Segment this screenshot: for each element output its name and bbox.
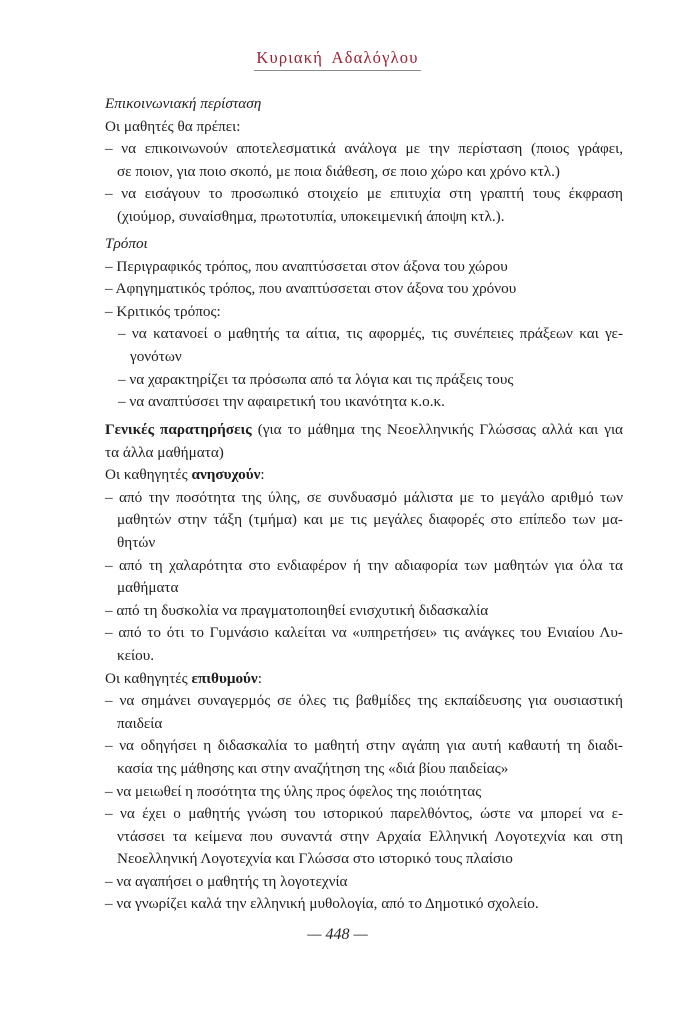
text-line xyxy=(105,419,623,442)
section-general-remarks xyxy=(105,419,623,916)
text-line xyxy=(105,464,623,487)
text-span: : xyxy=(257,669,262,687)
text-span: – να χαρακτηρίζει τα πρόσωπα από τα λόγια και τις πράξεις τους xyxy=(118,370,514,388)
section-heading: Επικοινωνιακή περίσταση xyxy=(105,95,262,112)
text-line xyxy=(105,233,623,256)
text-span: – να μειωθεί η ποσότητα της ύλης προς όφελος της ποιότητας xyxy=(105,782,482,800)
text-span: Οι μαθητές θα πρέπει: xyxy=(105,117,241,135)
text-line xyxy=(105,871,623,894)
text-span: – να σημάνει συναγερμός σε όλες τις βαθμίδες της εκπαίδευσης για ουσιαστική xyxy=(105,692,623,710)
text-line xyxy=(105,93,623,116)
text-span: θητών xyxy=(117,533,156,551)
bold-text: επιθυμούν xyxy=(191,669,258,687)
section-heading: Τρόποι xyxy=(105,235,148,252)
text-line xyxy=(105,346,623,369)
text-span: παιδεία xyxy=(117,714,163,732)
text-span: – να έχει ο μαθητής γνώση του ιστορικού παρελθόντος, ώστε να μπορεί να ε- xyxy=(105,805,623,823)
text-span: – να αναπτύσσει την αφαιρετική του ικανότητα κ.ο.κ. xyxy=(118,393,445,411)
text-span: κείου. xyxy=(117,646,155,664)
text-span: – να γνωρίζει καλά την ελληνική μυθολογία, από το Δημοτικό σχολείο. xyxy=(105,895,539,913)
text-span: – από το ότι το Γυμνάσιο καλείται να «υπηρετήσει» τις ανάγκες του Ενιαίου Λυ- xyxy=(105,624,623,642)
text-line xyxy=(105,758,623,781)
text-span: κασία της μάθησης και στην αναζήτηση της «διά βίου παιδείας» xyxy=(117,759,509,777)
text-line xyxy=(105,713,623,736)
text-line xyxy=(105,442,623,465)
text-span: ντάσσει τα κείμενα που συναντά στην Αρχαία Ελληνική Λογοτεχνία και στη xyxy=(117,827,623,845)
text-line xyxy=(105,826,623,849)
text-line xyxy=(105,645,623,668)
text-line xyxy=(105,116,623,139)
text-line xyxy=(105,256,623,279)
text-line xyxy=(105,577,623,600)
text-span: τα άλλα μαθήματα) xyxy=(105,443,224,461)
text-span: – από τη δυσκολία να πραγματοποιηθεί ενισχυτική διδασκαλία xyxy=(105,601,489,619)
text-line xyxy=(105,848,623,871)
text-span: – να εισάγουν το προσωπικό στοιχείο με επιτυχία στη γραπτή τους έκφραση xyxy=(105,185,623,203)
text-span: – από την ποσότητα της ύλης, σε συνδυασμό μάλιστα με το μεγάλο αριθμό των xyxy=(105,488,623,506)
text-line xyxy=(105,555,623,578)
text-span: – να οδηγήσει η διδασκαλία το μαθητή στην αγάπη για αυτή καθαυτή τη διαδι- xyxy=(105,737,623,755)
text-span: – Περιγραφικός τρόπος, που αναπτύσσεται στον άξονα του χώρου xyxy=(105,257,508,275)
page-number: — 448 — xyxy=(307,926,368,943)
text-line xyxy=(105,369,623,392)
text-span: γονότων xyxy=(130,347,182,365)
bold-text: Γενικές παρατηρήσεις xyxy=(105,421,252,438)
text-span: μαθήματα xyxy=(117,579,179,597)
text-line xyxy=(105,278,623,301)
text-span: Οι καθηγητές xyxy=(105,669,192,687)
text-line xyxy=(105,803,623,826)
text-line xyxy=(105,509,623,532)
text-line xyxy=(105,161,623,184)
text-span: – Αφηγηματικός τρόπος, που αναπτύσσεται στον άξονα του χρόνου xyxy=(105,280,517,298)
text-line xyxy=(105,206,623,229)
text-line xyxy=(105,600,623,623)
text-line xyxy=(105,487,623,510)
section-modes xyxy=(105,233,623,414)
text-span: μαθητών στην τάξη (τμήμα) και με τις μεγάλες διαφορές στο επίπεδο των μα- xyxy=(117,511,623,529)
section-communicative-situation xyxy=(105,93,623,229)
text-line xyxy=(105,323,623,346)
bold-text: ανησυχούν xyxy=(191,466,261,484)
text-line xyxy=(105,690,623,713)
text-line xyxy=(105,735,623,758)
text-line xyxy=(105,781,623,804)
text-line xyxy=(105,391,623,414)
text-span: – να αγαπήσει ο μαθητής τη λογοτεχνία xyxy=(105,872,348,890)
running-title: Κυριακή Αδαλόγλου xyxy=(254,48,420,71)
running-header xyxy=(0,48,675,71)
text-span: (για το μάθημα της Νεοελληνικής Γλώσσας αλλά και για xyxy=(251,421,623,438)
text-span: : xyxy=(260,466,265,484)
text-line xyxy=(105,183,623,206)
text-line xyxy=(105,301,623,324)
text-span: Νεοελληνική Λογοτεχνία και Γλώσσα στο ιστορικό τους πλαίσιο xyxy=(117,850,513,868)
text-line xyxy=(105,622,623,645)
text-span: – να επικοινωνούν αποτελεσματικά ανάλογα με την περίσταση (ποιος γράφει, xyxy=(105,140,623,158)
text-span: σε ποιον, για ποιο σκοπό, με ποια διάθεση, σε ποιο χώρο και χρόνο κτλ.) xyxy=(117,162,560,180)
text-line xyxy=(105,138,623,161)
text-line xyxy=(105,893,623,916)
text-span: Οι καθηγητές xyxy=(105,466,192,484)
text-line xyxy=(105,668,623,691)
text-line xyxy=(105,532,623,555)
text-span: – από τη χαλαρότητα στο ενδιαφέρον ή την αδιαφορία των μαθητών για όλα τα xyxy=(105,556,623,574)
text-span: (χιούμορ, συναίσθημα, πρωτοτυπία, υποκειμενική άποψη κτλ.). xyxy=(117,207,505,225)
text-span: – να κατανοεί ο μαθητής τα αίτια, τις αφορμές, τις συνέπειες πράξεων και γε- xyxy=(118,325,623,343)
text-span: – Κριτικός τρόπος: xyxy=(105,302,221,320)
